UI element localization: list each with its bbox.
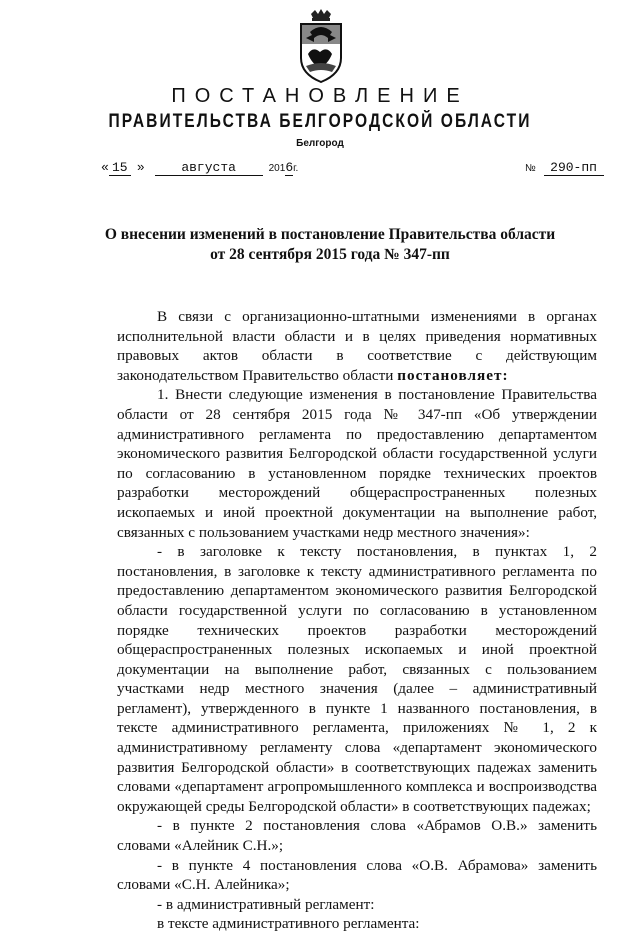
document-number <box>525 160 604 176</box>
number-sign: № <box>525 163 536 174</box>
date-year-suffix: г. <box>293 163 299 174</box>
body-paragraph: - в заголовке к тексту постановления, в пунктах 1, 2 постановления, в заголовке к тексту административного регламента по предоставлению департаментом экономического развития Белгородской области государственной услуги по согласованию в установленном порядке технических проектов разработки месторождений общераспространенных полезных ископаемых и иной проектной документации на выполнение работ, связанных с пользованием участками недр местного значения (далее – административный регламент), утвержденного в пункте 1 названного постановления, в тексте административного регламента, приложениях № 1, 2 к административному регламенту слова «департамент экономического развития Белгородской области» в соответствующих падежах заменить словами «департамент агропромышленного комплекса и воспроизводства окружающей среды Белгородской области» в соответствующих падежах; <box>117 543 597 815</box>
number-value: 290-пп <box>544 160 604 176</box>
paragraph-bold-text: постановляет: <box>397 366 509 384</box>
date-year-digit: 6 <box>285 160 294 175</box>
body-paragraph: 1. Внести следующие изменения в постановление Правительства области от 28 сентября 2015 года № 347-пп «Об утверждении административного регламента по предоставлению департаментом экономического развития Белгородской области государственной услуги по согласованию в установленном порядке технических проектов разработки месторождений общераспространенных полезных ископаемых и иной проектной документации на выполнение работ, связанных с пользованием участками недр местного значения»: <box>117 386 597 541</box>
date-year-prefix: 201 <box>268 163 286 174</box>
body-paragraph <box>117 307 597 385</box>
date-close-quote: » <box>136 160 145 175</box>
body-paragraph: - в административный регламент: <box>157 895 375 913</box>
document-subject <box>70 225 590 265</box>
date-open-quote: « <box>101 160 109 175</box>
body-paragraph: - в пункте 2 постановления слова «Абрамов О.В.» заменить словами «Алейник С.Н.»; <box>117 817 597 855</box>
document-city: Белгород <box>296 138 344 149</box>
coat-of-arms-icon <box>298 8 344 84</box>
body-paragraph: - в пункте 4 постановления слова «О.В. Абрамова» заменить словами «С.Н. Алейника»; <box>117 856 597 894</box>
document-title: ПОСТАНОВЛЕНИЕ <box>171 85 469 107</box>
paragraph-text: В связи с организационно-штатными изменениями в органах исполнительной власти области и в целях приведения нормативных правовых актов области в соответствие с действующим законодательством Правительство области <box>117 308 597 384</box>
document-issuer: ПРАВИТЕЛЬСТВА БЕЛГОРОДСКОЙ ОБЛАСТИ <box>108 111 532 132</box>
document-body <box>117 307 597 934</box>
subject-line-1: О внесении изменений в постановление Правительства области <box>104 226 556 243</box>
date-day: 15 <box>109 160 131 176</box>
body-paragraph: в тексте административного регламента: <box>157 915 420 933</box>
date-month: августа <box>155 160 263 176</box>
subject-line-2: от 28 сентября 2015 года № 347-пп <box>210 246 450 263</box>
document-date <box>101 160 298 176</box>
